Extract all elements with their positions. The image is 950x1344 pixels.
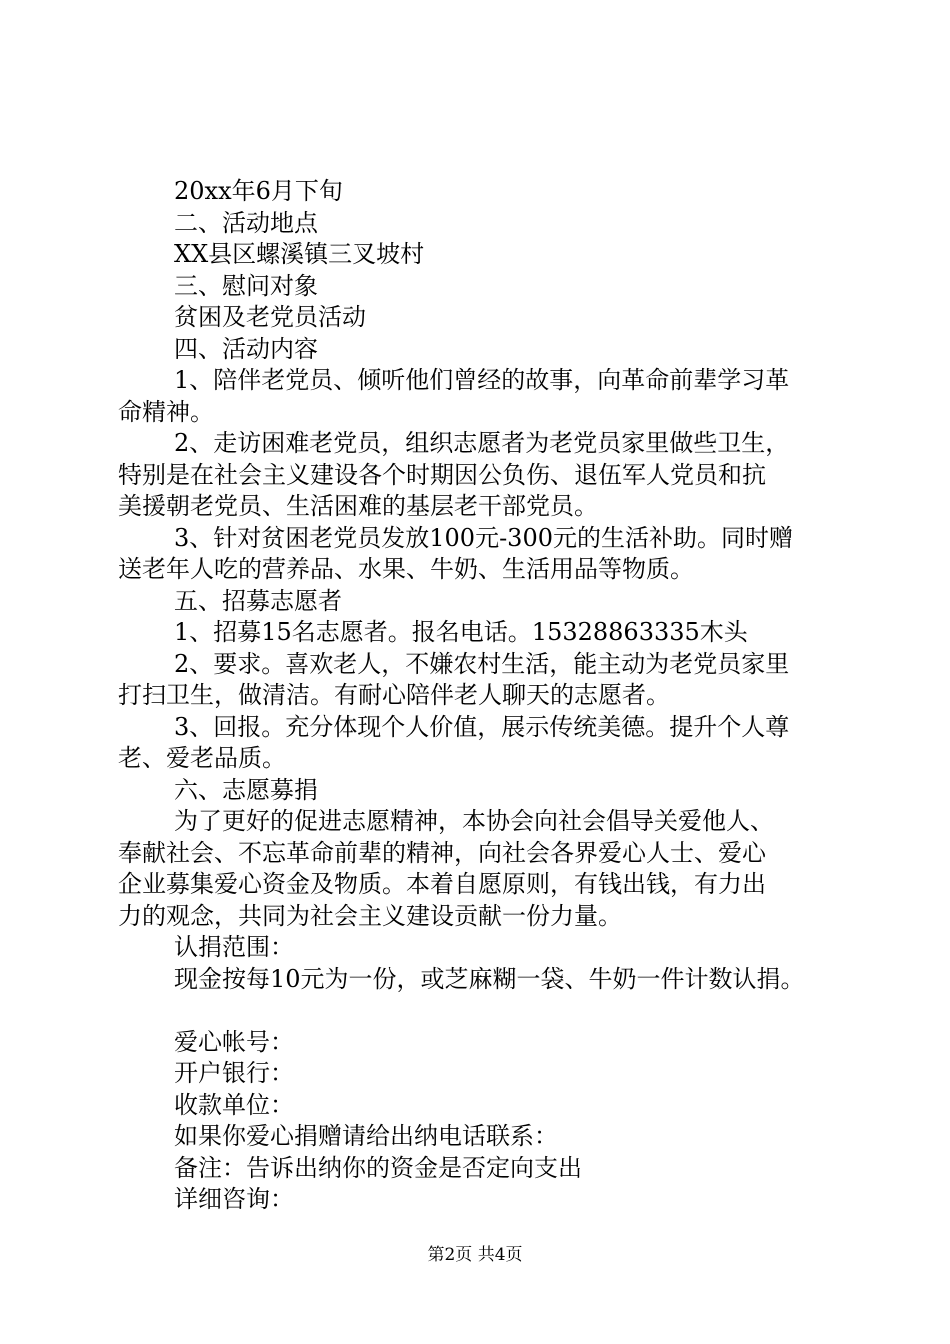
text-line-content-3b: 送老年人吃的营养品、水果、牛奶、生活用品等物质。	[118, 555, 694, 583]
page-footer: 第2页 共4页	[427, 1245, 523, 1265]
text-line-recruit-2b: 打扫卫生，做清洁。有耐心陪伴老人聊天的志愿者。	[118, 681, 670, 709]
section-heading-recruit: 五、招募志愿者	[174, 586, 342, 615]
text-line-donation-d: 力的观念，共同为社会主义建设贡献一份力量。	[118, 901, 622, 930]
text-line-payee: 收款单位：	[174, 1090, 294, 1119]
document-body	[118, 176, 838, 1216]
text-line-target: 贫困及老党员活动	[174, 303, 366, 331]
text-line-inquiry: 详细咨询：	[174, 1185, 294, 1213]
text-line-recruit-2a: 2、要求。喜欢老人，不嫌农村生活，能主动为老党员家里	[174, 649, 790, 678]
section-heading-location: 二、活动地点	[174, 208, 318, 237]
text-line-recruit-1: 1、招募15名志愿者。报名电话。15328863335木头	[174, 618, 748, 646]
text-line-content-1a: 1、陪伴老党员、倾听他们曾经的故事，向革命前辈学习革	[174, 366, 790, 394]
text-line-donation-a: 为了更好的促进志愿精神，本协会向社会倡导关爱他人、	[174, 807, 774, 835]
text-line-location: XX县区螺溪镇三叉坡村	[174, 240, 425, 268]
text-line-recruit-3a: 3、回报。充分体现个人价值，展示传统美德。提升个人尊	[174, 712, 790, 741]
text-line-remark: 备注：告诉出纳你的资金是否定向支出	[174, 1153, 582, 1182]
section-heading-donation: 六、志愿募捐	[174, 775, 318, 804]
text-line-donation-c: 企业募集爱心资金及物质。本着自愿原则，有钱出钱，有力出	[118, 870, 766, 898]
text-line-scope: 现金按每10元为一份，或芝麻糊一袋、牛奶一件计数认捐。	[174, 964, 805, 993]
text-line-content-1b: 命精神。	[118, 397, 214, 426]
section-heading-content: 四、活动内容	[174, 334, 318, 363]
text-line-account: 爱心帐号：	[174, 1027, 294, 1056]
text-line-scope-label: 认捐范围：	[174, 933, 294, 961]
text-line-date: 20xx年6月下旬	[174, 177, 343, 205]
text-line-donation-b: 奉献社会、不忘革命前辈的精神，向社会各界爱心人士、爱心	[118, 838, 766, 867]
blank-line	[118, 995, 838, 1027]
text-line-content-2b: 特别是在社会主义建设各个时期因公负伤、退伍军人党员和抗	[118, 460, 766, 489]
section-heading-target: 三、慰问对象	[174, 271, 318, 300]
text-line-bank: 开户银行：	[174, 1059, 294, 1087]
text-line-recruit-3b: 老、爱老品质。	[118, 744, 286, 772]
text-line-cashier-contact: 如果你爱心捐赠请给出纳电话联系：	[174, 1122, 558, 1150]
text-line-content-3a: 3、针对贫困老党员发放100元-300元的生活补助。同时赠	[174, 523, 793, 552]
text-line-content-2c: 美援朝老党员、生活困难的基层老干部党员。	[118, 492, 598, 520]
text-line-content-2a: 2、走访困难老党员，组织志愿者为老党员家里做些卫生，	[174, 429, 790, 457]
